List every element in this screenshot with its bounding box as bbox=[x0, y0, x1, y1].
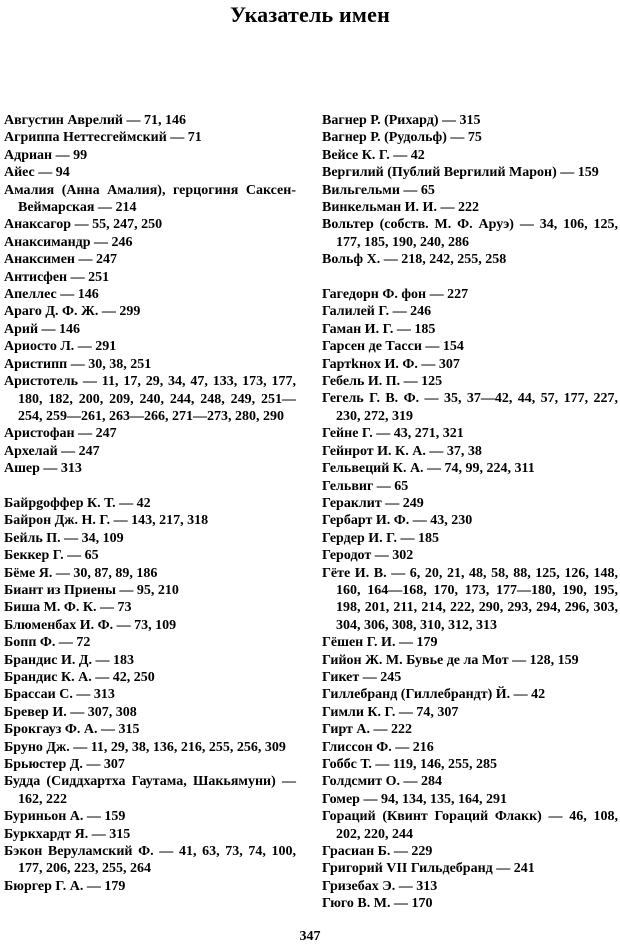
index-entry: Геродот — 302 bbox=[322, 548, 414, 564]
index-entry: Байрон Дж. Н. Г. — 143, 217, 318 bbox=[4, 513, 209, 529]
index-entry: Гиллебранд (Гиллебрандт) Й. — 42 bbox=[322, 687, 546, 703]
index-entry: Гирт А. — 222 bbox=[322, 722, 413, 738]
letter-group-gap bbox=[322, 269, 618, 286]
index-entry: Анаксимандр — 246 bbox=[4, 234, 133, 250]
index-entry: Вейсе К. Г. — 42 bbox=[322, 147, 425, 163]
index-entry: Айес — 94 bbox=[4, 165, 70, 181]
index-entry: Гюго В. М. — 170 bbox=[322, 896, 433, 912]
index-entry: Гёшен Г. И. — 179 bbox=[322, 635, 438, 651]
index-entry: Вильгельми — 65 bbox=[322, 182, 435, 198]
index-entry: Агриппа Неттесгеймский — 71 bbox=[4, 130, 202, 146]
index-entry: Григорий VII Гильдебранд — 241 bbox=[322, 861, 535, 877]
index-entry: Биша М. Ф. К. — 73 bbox=[4, 600, 132, 616]
index-entry: Гарсен де Тасси — 154 bbox=[322, 339, 464, 355]
index-entry: Брандис И. Д. — 183 bbox=[4, 652, 134, 668]
index-entry: Биант из Приены — 95, 210 bbox=[4, 582, 179, 598]
index-entry: Вагнер Р. (Рудольф) — 75 bbox=[322, 130, 482, 146]
index-entry: Гердер И. Г. — 185 bbox=[322, 530, 439, 546]
index-entry: Вергилий (Публий Вергилий Марон) — 159 bbox=[322, 165, 599, 181]
page-number: 347 bbox=[299, 929, 321, 944]
right-index-column bbox=[322, 112, 618, 913]
index-entry: Анаксимен — 247 bbox=[4, 252, 117, 268]
index-entry: Бюргер Г. А. — 179 bbox=[4, 878, 126, 894]
index-entry: Бэкон Веруламский Ф. — 41, 63, 73, 74, 100, 177, 206, 223, 255, 264 bbox=[4, 844, 296, 877]
index-entry: Арий — 146 bbox=[4, 321, 81, 337]
index-entry: Гёте И. В. — 6, 20, 21, 48, 58, 88, 125, 126, 148, 160, 164—168, 170, 173, 177—180, 190, 195, 198, 201, 211, 214, 222, 290, 293, 294, 296, 303, 304, 306, 308, 310, 312, 313 bbox=[322, 565, 618, 633]
index-entry: Гебель И. П. — 125 bbox=[322, 374, 443, 390]
index-entry: Гагедорн Ф. фон — 227 bbox=[322, 287, 469, 303]
index-entry: Гераклит — 249 bbox=[322, 495, 424, 511]
index-entry: Бейль П. — 34, 109 bbox=[4, 530, 124, 546]
index-entry: Бопп Ф. — 72 bbox=[4, 635, 91, 651]
index-entry: Бёме Я. — 30, 87, 89, 186 bbox=[4, 565, 158, 581]
index-entry: Гартkноx И. Ф. — 307 bbox=[322, 356, 460, 372]
index-entry: Аристипп — 30, 38, 251 bbox=[4, 356, 152, 372]
index-entry: Гийон Ж. М. Бувье де ла Мот — 128, 159 bbox=[322, 652, 579, 668]
index-entry: Беккер Г. — 65 bbox=[4, 548, 99, 564]
index-entry: Брассаи С. — 313 bbox=[4, 687, 115, 703]
index-entry: Гимли К. Г. — 74, 307 bbox=[322, 704, 459, 720]
index-entry: Антисфен — 251 bbox=[4, 269, 110, 285]
index-entry: Голдсмит О. — 284 bbox=[322, 774, 443, 790]
index-entry: Брьюстер Д. — 307 bbox=[4, 757, 125, 773]
index-entry: Будда (Сиддхартха Гаутама, Шакьямуни) — 162, 222 bbox=[4, 774, 296, 807]
index-entry: Буркхардт Я. — 315 bbox=[4, 826, 131, 842]
index-entry: Гаман И. Г. — 185 bbox=[322, 321, 436, 337]
index-entry: Аристотель — 11, 17, 29, 34, 47, 133, 173, 177, 180, 182, 200, 209, 240, 244, 248, 249, 251—254, 259—261, 263—266, 271—273, 280, 290 bbox=[4, 374, 296, 424]
index-entry: Гоббс Т. — 119, 146, 255, 285 bbox=[322, 757, 498, 773]
index-entry: Гризебах Э. — 313 bbox=[322, 878, 438, 894]
index-entry: Галилей Г. — 246 bbox=[322, 304, 432, 320]
index-entry: Гикет — 245 bbox=[322, 669, 402, 685]
index-entry: Вольф Х. — 218, 242, 255, 258 bbox=[322, 252, 507, 268]
index-entry: Винкельман И. И. — 222 bbox=[322, 200, 479, 216]
index-entry: Ариосто Л. — 291 bbox=[4, 339, 117, 355]
index-entry: Августин Аврелий — 71, 146 bbox=[4, 113, 186, 128]
index-entry: Гейнрот И. К. А. — 37, 38 bbox=[322, 443, 482, 459]
index-entry: Анаксагор — 55, 247, 250 bbox=[4, 217, 163, 233]
index-entry: Грасиан Б. — 229 bbox=[322, 844, 433, 860]
index-entry: Вольтер (собств. М. Ф. Аруэ) — 34, 106, 125, 177, 185, 190, 240, 286 bbox=[322, 217, 618, 250]
index-entry: Ашер — 313 bbox=[4, 461, 82, 477]
letter-group-gap bbox=[4, 478, 296, 495]
index-entry: Глиссон Ф. — 216 bbox=[322, 739, 434, 755]
index-entry: Брокгауз Ф. А. — 315 bbox=[4, 722, 140, 738]
index-entry: Араго Д. Ф. Ж. — 299 bbox=[4, 304, 141, 320]
index-entry: Адриан — 99 bbox=[4, 147, 88, 163]
index-entry: Гомер — 94, 134, 135, 164, 291 bbox=[322, 791, 507, 807]
index-entry: Бруно Дж. — 11, 29, 38, 136, 216, 255, 256, 309 bbox=[4, 739, 286, 755]
index-entry: Байрgоффер К. Т. — 42 bbox=[4, 495, 151, 511]
index-entry: Брандис К. А. — 42, 250 bbox=[4, 669, 155, 685]
index-entry: Гегель Г. В. Ф. — 35, 37—42, 44, 57, 177, 227, 230, 272, 319 bbox=[322, 391, 618, 424]
index-entry: Гельвиг — 65 bbox=[322, 478, 409, 494]
index-entry: Бревер И. — 307, 308 bbox=[4, 704, 137, 720]
index-entry: Гейне Г. — 43, 271, 321 bbox=[322, 426, 464, 442]
index-entry: Гораций (Квинт Гораций Флакк) — 46, 108, 202, 220, 244 bbox=[322, 809, 618, 842]
page-title: Указатель имен bbox=[230, 2, 390, 27]
index-entry: Апеллес — 146 bbox=[4, 287, 99, 303]
index-entry: Амалия (Анна Амалия), герцогиня Саксен-Веймарская — 214 bbox=[4, 182, 296, 216]
index-entry: Гельвеций К. А. — 74, 99, 224, 311 bbox=[322, 461, 535, 477]
index-entry: Вагнер Р. (Рихард) — 315 bbox=[322, 113, 481, 128]
index-entry: Гербарт И. Ф. — 43, 230 bbox=[322, 513, 473, 529]
index-entry: Аристофан — 247 bbox=[4, 426, 117, 442]
index-entry: Буриньон А. — 159 bbox=[4, 809, 126, 825]
index-entry: Блюменбах И. Ф. — 73, 109 bbox=[4, 617, 177, 633]
left-index-column bbox=[4, 112, 296, 895]
index-entry: Архелай — 247 bbox=[4, 443, 100, 459]
